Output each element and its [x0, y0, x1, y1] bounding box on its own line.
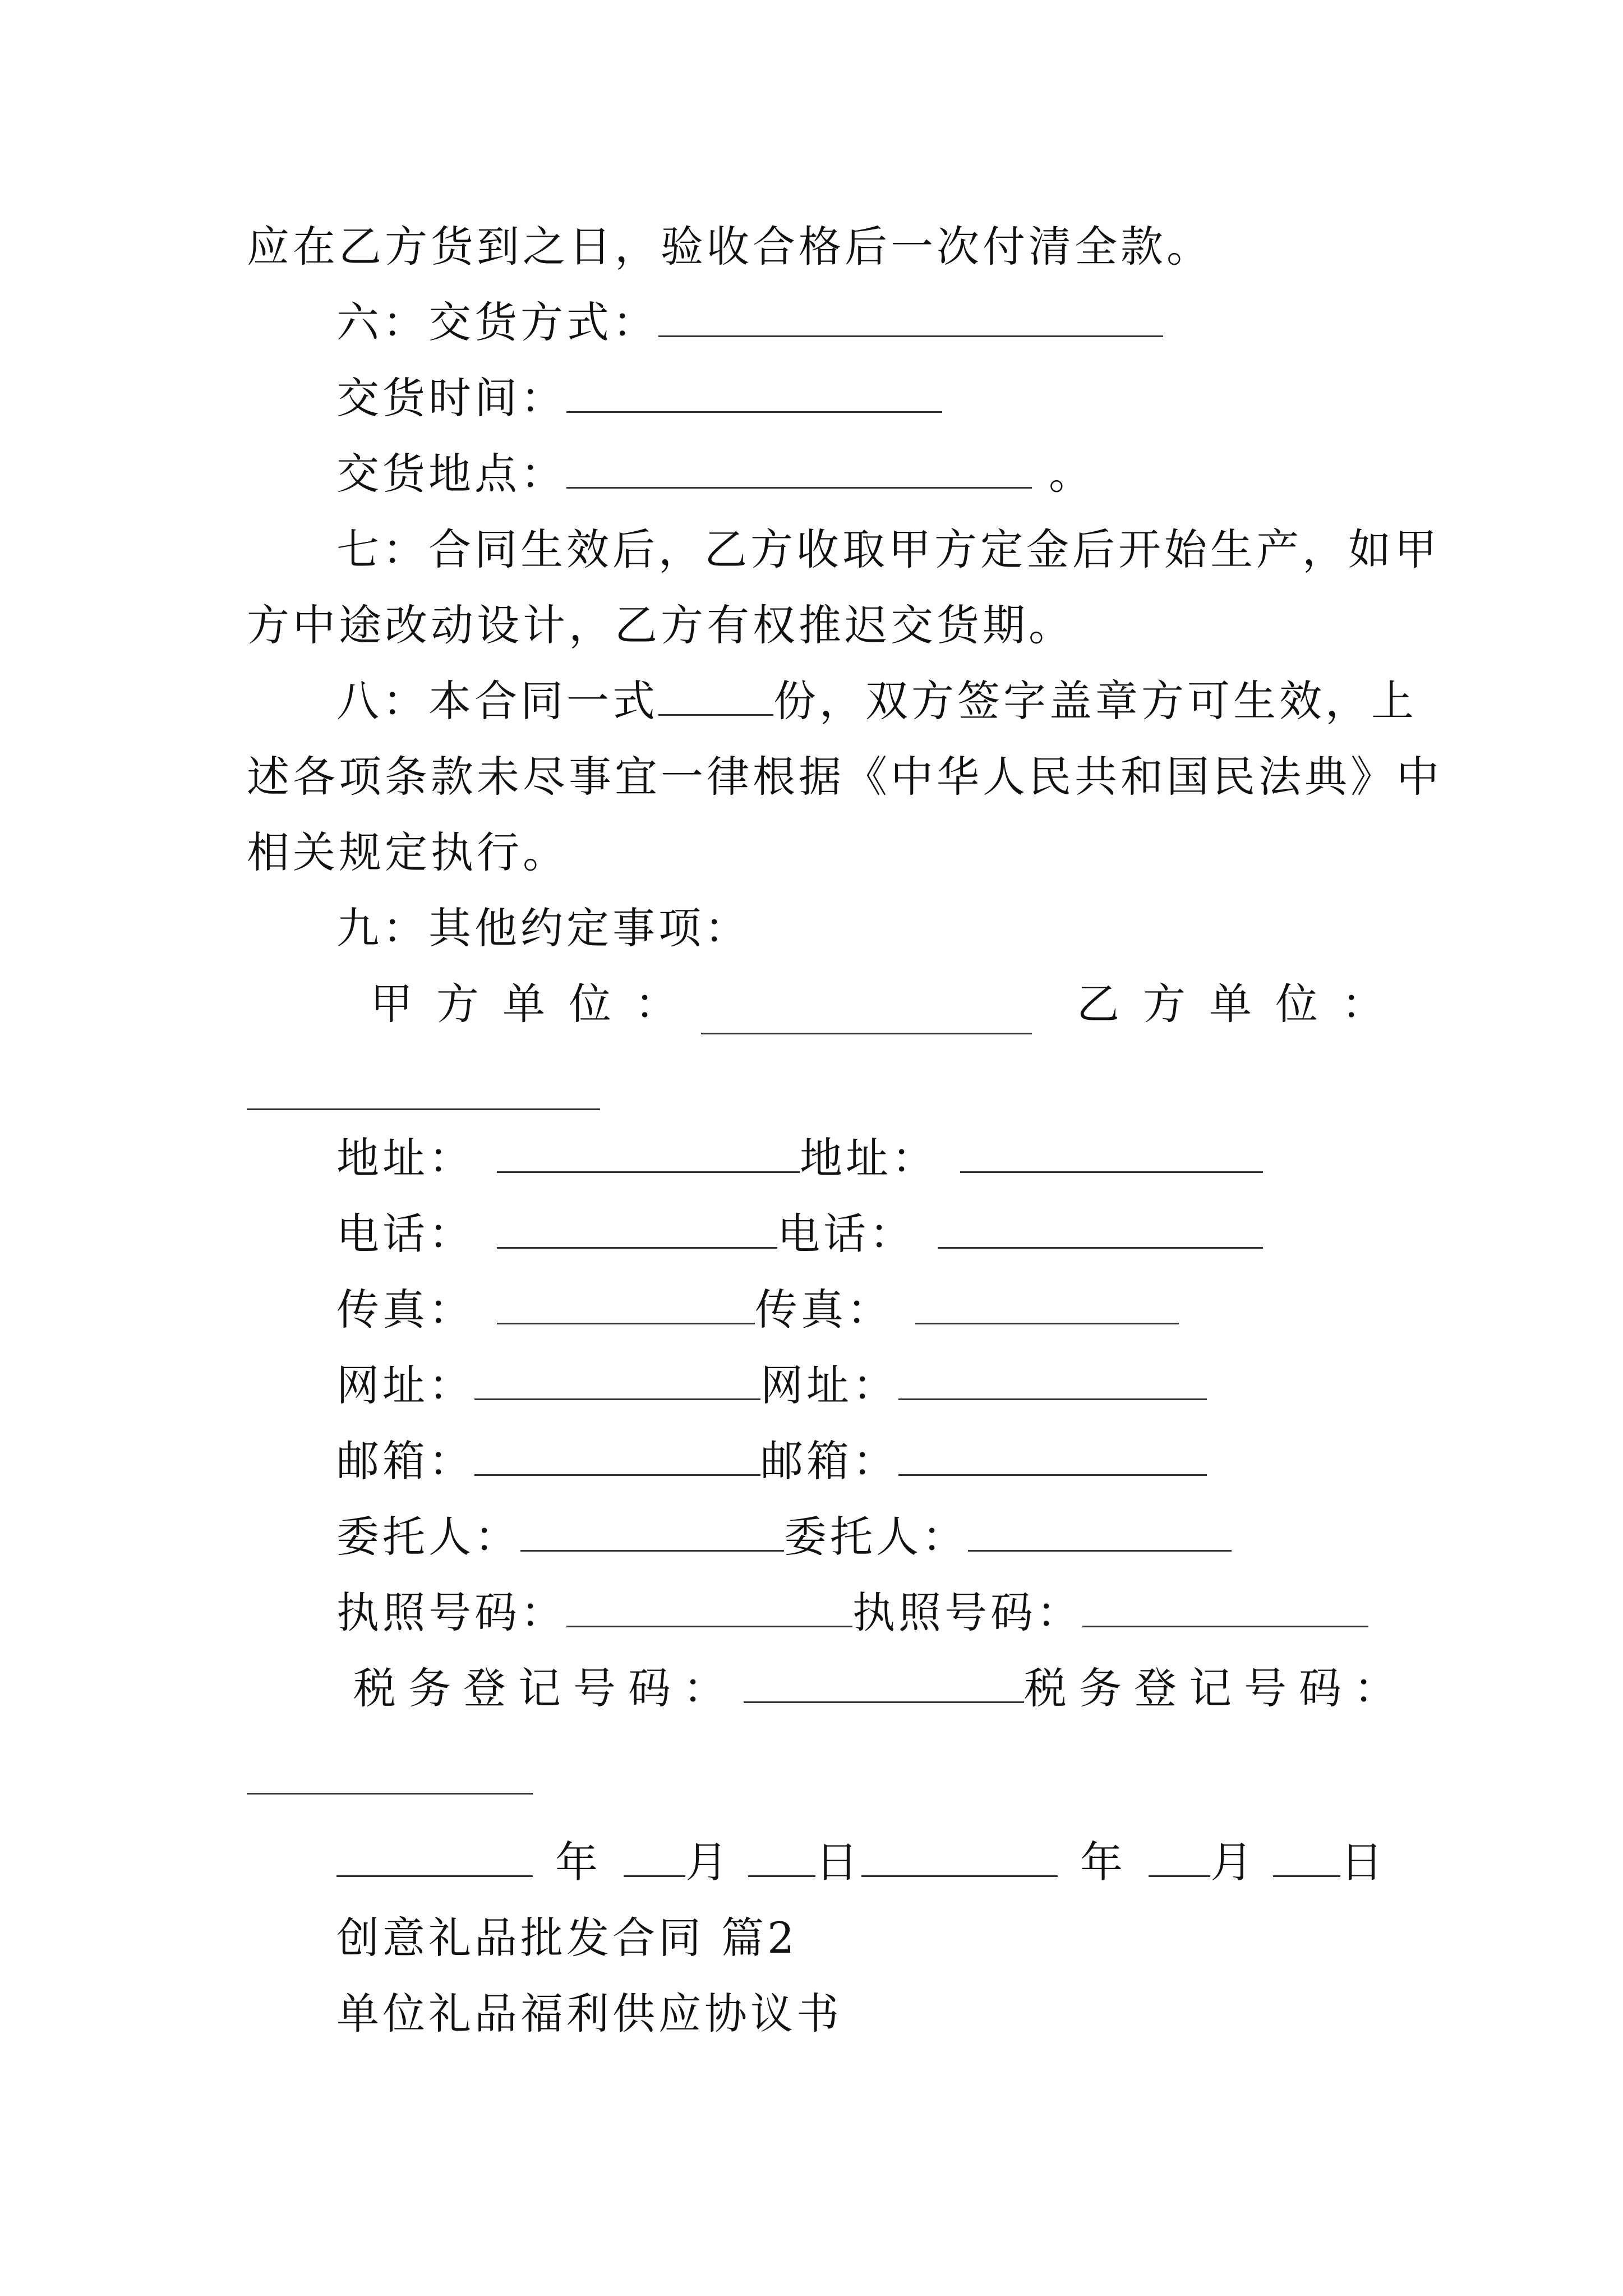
- party-b-website-label: 网址：: [760, 1360, 898, 1410]
- party-b-license-label: 执照号码：: [852, 1588, 1082, 1637]
- party-a-agent-blank[interactable]: [520, 1517, 784, 1552]
- party-b-license-blank[interactable]: [1082, 1593, 1368, 1627]
- party-a-license-label: 执照号码：: [336, 1588, 566, 1637]
- party-b-tax-label: 税务登记号码：: [1024, 1663, 1409, 1713]
- delivery-time-line: [336, 370, 942, 426]
- party-b-day-blank[interactable]: [1273, 1843, 1340, 1877]
- text-line: 述各项条款未尽事宜一律根据《中华人民共和国民法典》中: [247, 752, 1442, 802]
- delivery-place-line: [336, 446, 1095, 502]
- email-row: [336, 1433, 1207, 1489]
- copies-text: 份，双方签字盖章方可生效，上: [773, 676, 1417, 726]
- copies-label: 八：本合同一式: [336, 676, 658, 726]
- party-a-day-label: 日: [815, 1837, 861, 1887]
- party-a-license-blank[interactable]: [566, 1593, 852, 1627]
- party-a-unit-blank[interactable]: [701, 1000, 1032, 1034]
- party-b-fax-blank[interactable]: [915, 1290, 1179, 1324]
- date-row: [336, 1834, 1386, 1890]
- party-b-phone-blank[interactable]: [938, 1214, 1263, 1249]
- copies-line: [336, 673, 1417, 729]
- text-line: 七：合同生效后，乙方收取甲方定金后开始生产，如甲: [336, 524, 1440, 574]
- party-b-day-label: 日: [1340, 1837, 1386, 1887]
- party-a-email-blank[interactable]: [474, 1442, 760, 1476]
- delivery-time-label: 交货时间：: [336, 373, 566, 423]
- party-b-month-blank[interactable]: [1149, 1843, 1210, 1877]
- party-b-agent-blank[interactable]: [968, 1517, 1232, 1552]
- party-b-address-label: 地址：: [800, 1133, 938, 1183]
- section-title: 创意礼品批发合同 篇2: [336, 1913, 798, 1963]
- address-row: [336, 1130, 1263, 1186]
- party-a-month-blank[interactable]: [624, 1843, 685, 1877]
- party-a-address-blank[interactable]: [497, 1139, 800, 1173]
- text-line: 相关规定执行。: [247, 827, 569, 877]
- delivery-place-label: 交货地点：: [336, 449, 566, 499]
- agreement-subtitle: 单位礼品福利供应协议书: [336, 1989, 842, 2039]
- text-line: 方中途改动设计，乙方有权推迟交货期。: [247, 600, 1075, 650]
- party-a-fax-blank[interactable]: [497, 1290, 755, 1324]
- party-b-email-label: 邮箱：: [760, 1436, 898, 1486]
- delivery-method-blank[interactable]: [658, 303, 1163, 337]
- party-a-address-label: 地址：: [336, 1133, 474, 1183]
- party-a-agent-label: 委托人：: [336, 1512, 520, 1562]
- party-a-tax-blank[interactable]: [744, 1669, 1024, 1703]
- period-mark: 。: [1049, 449, 1095, 499]
- party-a-website-blank[interactable]: [474, 1366, 760, 1400]
- party-a-unit-label: 甲方单位：: [370, 979, 701, 1029]
- party-a-month-label: 月: [685, 1837, 731, 1887]
- party-a-email-label: 邮箱：: [336, 1436, 474, 1486]
- party-a-fax-label: 传真：: [336, 1285, 474, 1335]
- agent-row: [336, 1509, 1232, 1565]
- fax-row: [336, 1282, 1179, 1338]
- party-a-phone-blank[interactable]: [497, 1214, 777, 1249]
- party-a-phone-label: 电话：: [336, 1209, 474, 1259]
- party-b-phone-label: 电话：: [777, 1209, 915, 1259]
- party-a-year-blank[interactable]: [336, 1843, 533, 1877]
- party-b-year-label: 年: [1080, 1837, 1126, 1887]
- website-row: [336, 1358, 1207, 1414]
- phone-row: [336, 1206, 1263, 1262]
- party-b-website-blank[interactable]: [898, 1366, 1207, 1400]
- party-b-tax-blank[interactable]: [247, 1760, 533, 1795]
- party-b-address-blank[interactable]: [960, 1139, 1263, 1173]
- party-a-year-label: 年: [555, 1837, 601, 1887]
- delivery-time-blank[interactable]: [566, 379, 942, 413]
- party-b-email-blank[interactable]: [898, 1442, 1207, 1476]
- party-a-day-blank[interactable]: [748, 1843, 815, 1877]
- license-row: [336, 1585, 1368, 1641]
- text-line: 应在乙方货到之日，验收合格后一次付清全款。: [247, 222, 1212, 272]
- party-a-tax-label: 税务登记号码：: [353, 1663, 738, 1713]
- party-b-month-label: 月: [1210, 1837, 1256, 1887]
- other-terms-heading: 九：其他约定事项：: [336, 903, 750, 953]
- party-b-fax-label: 传真：: [755, 1285, 893, 1335]
- copies-blank[interactable]: [658, 682, 773, 716]
- delivery-method-line: [336, 295, 1163, 351]
- party-b-agent-label: 委托人：: [784, 1512, 968, 1562]
- party-a-website-label: 网址：: [336, 1360, 474, 1410]
- delivery-method-label: 六：交货方式：: [336, 297, 658, 347]
- party-b-unit-blank[interactable]: [247, 1076, 600, 1110]
- tax-row: [353, 1660, 1409, 1717]
- party-b-year-blank[interactable]: [861, 1843, 1058, 1877]
- delivery-place-blank[interactable]: [566, 454, 1032, 489]
- party-b-unit-label: 乙方单位：: [1077, 979, 1408, 1029]
